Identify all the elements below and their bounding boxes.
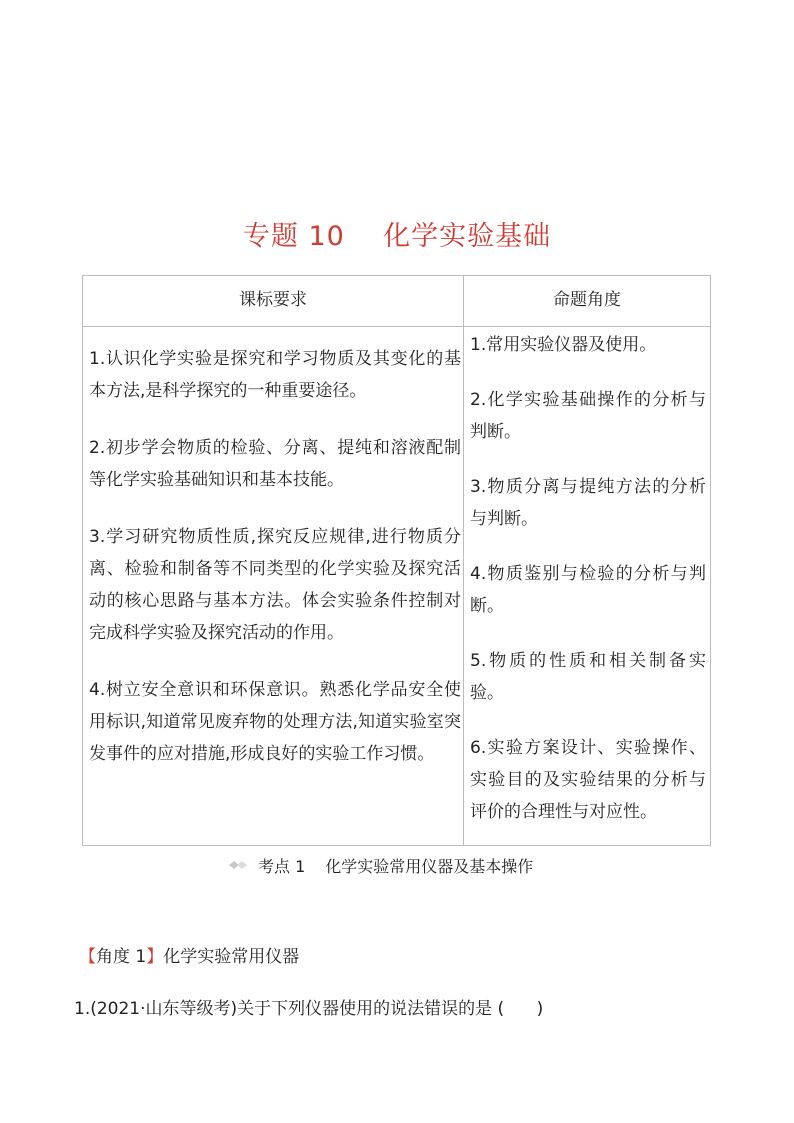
table-header-requirements: 课标要求 (239, 290, 307, 310)
requirement-item: 4.树立安全意识和环保意识。熟悉化学品安全使用标识,知道常见废弃物的处理方法,知道实验室突发事件的应对措施,形成良好的实验工作习惯。 (89, 680, 461, 764)
requirement-item: 3.学习研究物质性质,探究反应规律,进行物质分离、检验和制备等不同类型的化学实验及探究活动的核心思路与基本方法。体会实验条件控制对完成科学实验及探究活动的作用。 (89, 527, 461, 643)
table-column-divider (463, 276, 464, 845)
angle-label: 角度 1 (96, 947, 147, 967)
question-stem: 1.(2021·山东等级考)关于下列仪器使用的说法错误的是 ( ) (74, 999, 544, 1019)
curriculum-table (82, 275, 711, 846)
section-title: 化学实验常用仪器及基本操作 (325, 856, 534, 876)
table-header-divider (83, 326, 710, 327)
angle-open-bracket: 【 (79, 947, 96, 967)
section-label: 考点 1 (258, 856, 306, 876)
angles-column (470, 329, 706, 851)
angle-item: 6.实验方案设计、实验操作、实验目的及实验结果的分析与评价的合理性与对应性。 (470, 738, 706, 822)
requirement-item: 1.认识化学实验是探究和学习物质及其变化的基本方法,是科学探究的一种重要途径。 (89, 349, 461, 401)
requirement-item: 2.初步学会物质的检验、分离、提纯和溶液配制等化学实验基础知识和基本技能。 (89, 438, 461, 490)
diamond-bullet-icon (224, 858, 250, 872)
angle-close-bracket: 】 (146, 947, 164, 967)
angle-item: 1.常用实验仪器及使用。 (470, 335, 657, 355)
angle-title: 化学实验常用仪器 (163, 947, 300, 967)
angle-item: 5.物质的性质和相关制备实验。 (470, 651, 706, 703)
angle-item: 3.物质分离与提纯方法的分析与判断。 (470, 477, 706, 529)
table-header-angles: 命题角度 (553, 290, 621, 310)
requirements-column (89, 343, 461, 795)
angle-item: 4.物质鉴别与检验的分析与判断。 (470, 564, 706, 616)
angle-item: 2.化学实验基础操作的分析与判断。 (470, 390, 706, 442)
angle-heading (79, 942, 299, 967)
document-title: 专题 10 化学实验基础 (242, 221, 552, 252)
section-heading (224, 853, 533, 877)
